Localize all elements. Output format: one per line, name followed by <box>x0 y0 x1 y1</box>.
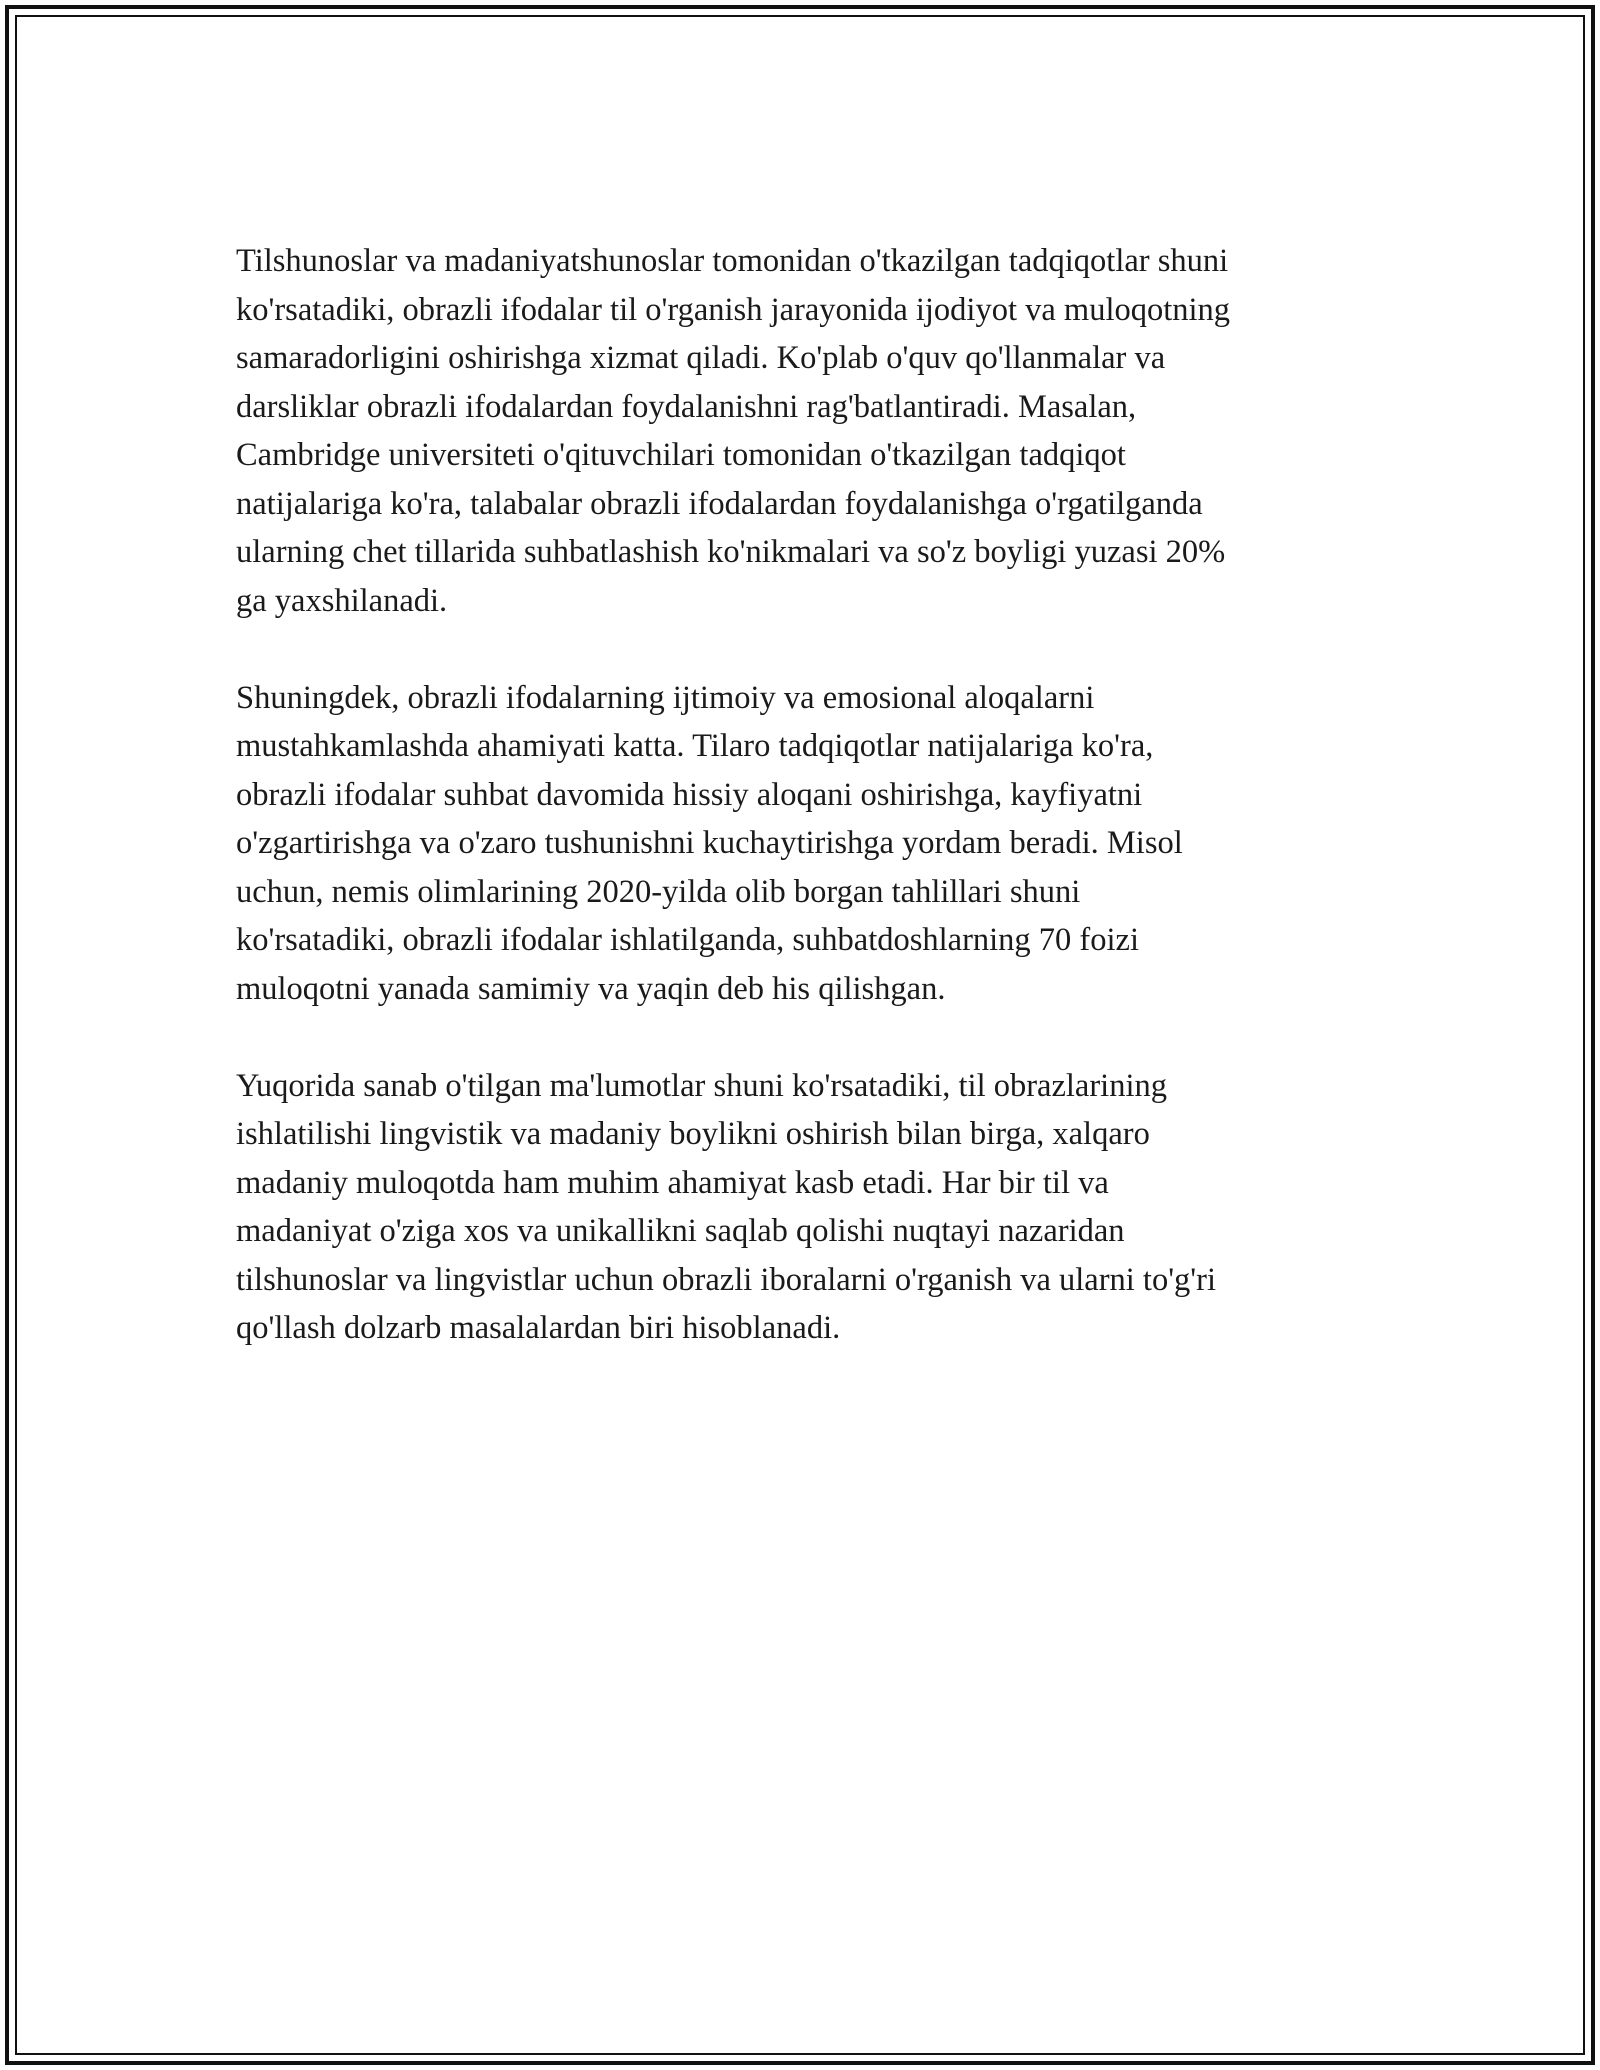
paragraph-line: mustahkamlashda ahamiyati katta. Tilaro tadqiqotlar natijalariga ko'ra, <box>236 728 1154 764</box>
paragraph-line: tilshunoslar va lingvistlar uchun obrazli iboralarni o'rganish va ularni to'g'ri <box>236 1261 1217 1298</box>
paragraph-2 <box>236 674 1366 1014</box>
paragraph-1 <box>236 237 1366 625</box>
paragraph-line: Shuningdek, obrazli ifodalarning ijtimoiy va emosional aloqalarni <box>236 679 1095 716</box>
paragraph-line: ko'rsatadiki, obrazli ifodalar ishlatilganda, suhbatdoshlarning 70 foizi <box>236 922 1139 958</box>
paragraph-line: natijalariga ko'ra, talabalar obrazli ifodalardan foydalanishga o'rgatilganda <box>236 485 1203 522</box>
paragraph-line: darsliklar obrazli ifodalardan foydalanishni rag'batlantiradi. Masalan, <box>236 388 1137 425</box>
paragraph-line: madaniy muloqotda ham muhim ahamiyat kasb etadi. Har bir til va <box>236 1164 1109 1201</box>
paragraph-3 <box>236 1062 1366 1353</box>
paragraph-line: obrazli ifodalar suhbat davomida hissiy aloqani oshirishga, kayfiyatni <box>236 776 1143 813</box>
paragraph-line: muloqotni yanada samimiy va yaqin deb his qilishgan. <box>236 970 946 1007</box>
paragraph-line: madaniyat o'ziga xos va unikallikni saqlab qolishi nuqtayi nazaridan <box>236 1213 1125 1249</box>
paragraph-line: Cambridge universiteti o'qituvchilari tomonidan o'tkazilgan tadqiqot <box>236 437 1126 473</box>
paragraph-line: ishlatilishi lingvistik va madaniy boylikni oshirish bilan birga, xalqaro <box>236 1116 1150 1152</box>
paragraph-line: ko'rsatadiki, obrazli ifodalar til o'rganish jarayonida ijodiyot va muloqotning <box>236 291 1231 328</box>
paragraph-line: Tilshunoslar va madaniyatshunoslar tomonidan o'tkazilgan tadqiqotlar shuni <box>236 243 1229 279</box>
paragraph-line: uchun, nemis olimlarining 2020-yilda olib borgan tahlillari shuni <box>236 873 1081 910</box>
paragraph-line: ularning chet tillarida suhbatlashish ko'nikmalari va so'z boyligi yuzasi 20% <box>236 534 1226 570</box>
paragraph-line: Yuqorida sanab o'tilgan ma'lumotlar shuni ko'rsatadiki, til obrazlarining <box>236 1067 1167 1104</box>
paragraph-line: samaradorligini oshirishga xizmat qiladi. Ko'plab o'quv qo'llanmalar va <box>236 340 1166 376</box>
document-body <box>236 237 1366 1401</box>
paragraph-line: o'zgartirishga va o'zaro tushunishni kuchaytirishga yordam beradi. Misol <box>236 825 1183 861</box>
paragraph-line: ga yaxshilanadi. <box>236 582 448 619</box>
paragraph-line: qo'llash dolzarb masalalardan biri hisoblanadi. <box>236 1310 841 1346</box>
